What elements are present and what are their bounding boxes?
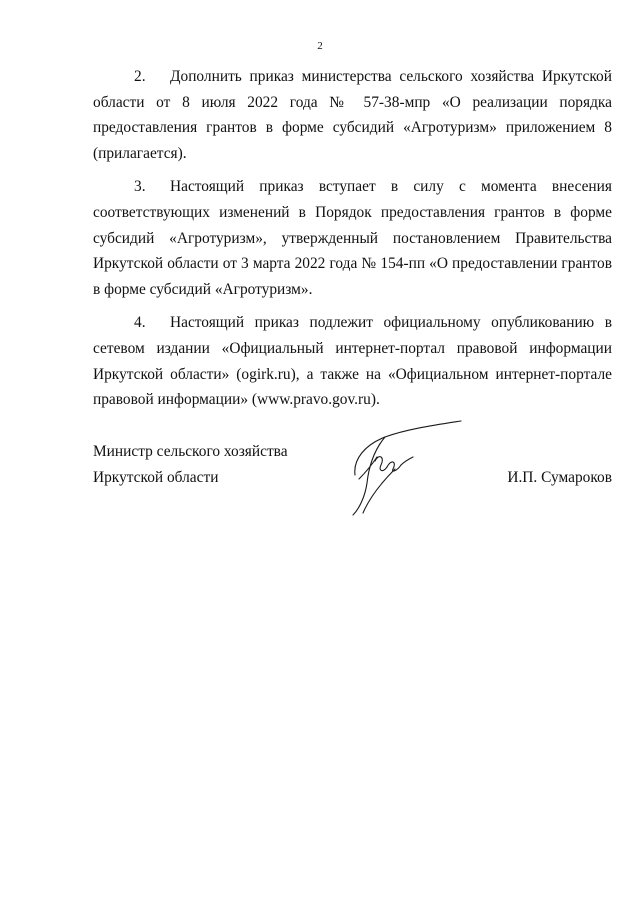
- paragraph-3: [93, 174, 612, 302]
- document-body: [93, 64, 612, 421]
- paragraph-number: 2.: [134, 68, 146, 85]
- signer-position-line-2: Иркутской области: [93, 469, 219, 486]
- paragraph-4: [93, 310, 612, 412]
- paragraph-text: Настоящий приказ подлежит официальному опубликованию в сетевом издании «Официальный интернет-портал правовой информации Иркутской области» (ogirk.ru), а также на «Официальном интернет-портале правовой информации» (www.pravo.gov.ru).: [93, 314, 612, 409]
- page-number: 2: [317, 40, 323, 52]
- paragraph-number: 3.: [134, 178, 146, 196]
- handwritten-signature: [345, 417, 465, 517]
- signer-position-line-1: Министр сельского хозяйства: [93, 443, 288, 460]
- paragraph-2: [93, 64, 612, 166]
- signature-block: [93, 439, 612, 529]
- paragraph-text: Настоящий приказ вступает в силу с момента внесения соответствующих изменений в Порядок предоставления грантов в форме субсидий «Агротуризм», утвержденный постановлением Правительства Иркутской области от 3 марта 2022 года № 154-пп «О предоставлении грантов в форме субсидий «Агротуризм».: [93, 178, 612, 298]
- signer-name: И.П. Сумароков: [507, 469, 612, 486]
- paragraph-number: 4.: [134, 314, 146, 332]
- paragraph-text: Дополнить приказ министерства сельского хозяйства Иркутской области от 8 июля 2022 года № 57-38-мпр «О реализации порядка предоставления грантов в форме субсидий «Агротуризм» приложением 8 (прилагается).: [93, 68, 612, 162]
